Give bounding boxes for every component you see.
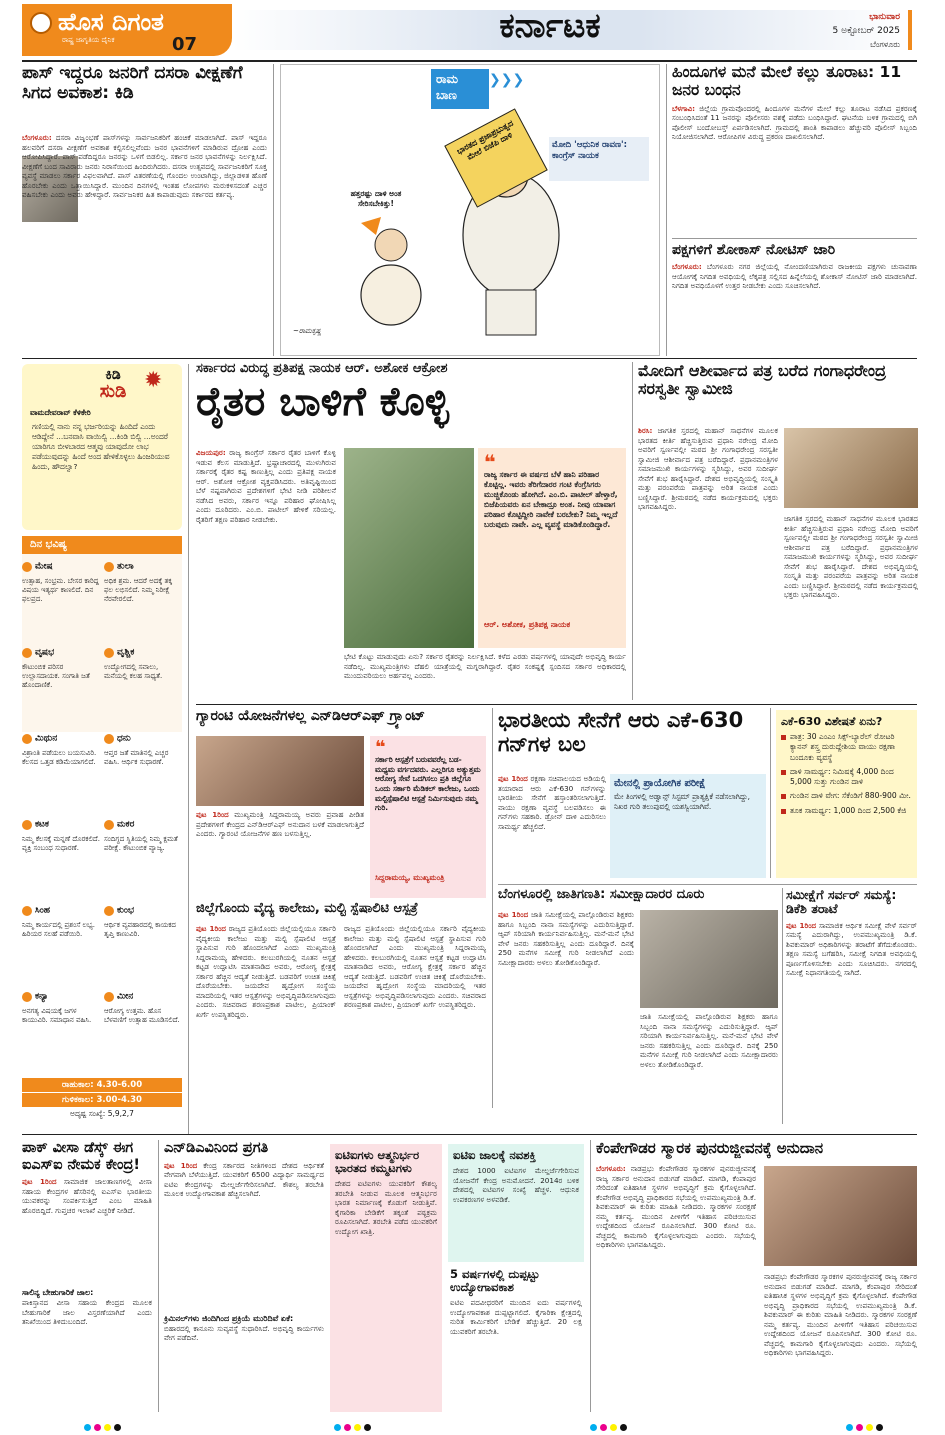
spec-item (781, 767, 912, 788)
ak630-spec-box (776, 710, 917, 878)
col-divider (666, 64, 667, 356)
cartoon-speech-bubble (336, 189, 416, 227)
story-server-body (786, 920, 920, 1117)
horoscope-sign (22, 986, 100, 1068)
cartoon-caption (549, 137, 649, 181)
horoscope-sign-name: ಕಟಕ (35, 819, 49, 830)
spec-item-text: ಪಾತ್ರ: 30 ಎಂಎಂ ಸಿಕ್ಸ್-ಬ್ಯಾರೆಲ್ ರೋಟರಿ ಕ್ಯಾನನ್ ಶಸ್ತ್ರ ದುರುದ್ದೇಶಿಯ ವಾಯು ರಕ್ಷಣಾ ಬಂದೂಕು ವ್ಯವಸ್ಥೆ (790, 732, 896, 762)
horoscope-sign-name: ಕನ್ಯಾ (35, 991, 49, 1002)
story-server-headline: ಸಮೀಕ್ಷೆಗೆ ಸರ್ವರ್ ಸಮಸ್ಯೆ: ಡಿಕೆಶಿ ತರಾಟೆ (786, 887, 897, 917)
horoscope-sign (22, 814, 100, 896)
zodiac-icon (22, 734, 32, 744)
story-dasara-dateline: ಬೆಂಗಳೂರು: (22, 133, 52, 142)
row-divider (672, 238, 917, 239)
story-jobs-body: ಐಟಿಐ ಪದವೀಧರರಿಗೆ ಮುಂದಿನ ಐದು ವರ್ಷಗಳಲ್ಲಿ ಉದ್ಯೋಗಾವಕಾಶ ದುಪ್ಪಟ್ಟಾಗಲಿದೆ. ಕೈಗಾರಿಕಾ ಕ್ಷೇತ್ರದಲ್ಲಿ ನುರಿತ ಕಾರ್ಮಿಕರಿಗೆ ಬೇಡಿಕೆ ಹೆಚ್ಚುತ್ತಿದೆ. 20 ಲಕ್ಷ ಯುವಕರಿಗೆ ತರಬೇತಿ. (450, 1298, 585, 1336)
story-medical-body-cont: ರಾಜ್ಯದ ಪ್ರತಿಯೊಂದು ಜಿಲ್ಲೆಯಲ್ಲಿಯೂ ಸರ್ಕಾರಿ ವೈದ್ಯಕೀಯ ಕಾಲೇಜು ಮತ್ತು ಮಲ್ಟಿ ಸ್ಪೆಷಾಲಿಟಿ ಆಸ್ಪತ್ರೆ ಸ್ಥಾಪಿಸುವ ಗುರಿ ಹೊಂದಲಾಗಿದೆ ಎಂದು ಮುಖ್ಯಮಂತ್ರಿ ಸಿದ್ದರಾಮಯ್ಯ ಹೇಳಿದರು. ಕಲಬುರಗಿಯಲ್ಲಿ ನೂತನ ಆಸ್ಪತ್ರೆ ಕಟ್ಟಡ ಉದ್ಘಾಟಿಸಿ ಮಾತನಾಡಿದ ಅವರು, ಆರೋಗ್ಯ ಕ್ಷೇತ್ರಕ್ಕೆ ಸರ್ಕಾರ ಹೆಚ್ಚಿನ ಆದ್ಯತೆ ನೀಡುತ್ತಿದೆ. ಬಡವರಿಗೆ ಉಚಿತ ಚಿಕಿತ್ಸೆ ದೊರೆಯಬೇಕು. ಜಯದೇವ ಹೃದ್ರೋಗ ಸಂಸ್ಥೆಯ ಮಾದರಿಯಲ್ಲಿ ಇತರ ಆಸ್ಪತ್ರೆಗಳನ್ನು ಅಭಿವೃದ್ಧಿಪಡಿಸಲಾಗುವುದು ಎಂದರು. ಸಚಿವರಾದ ಶರಣಪ್ರಕಾಶ ಪಾಟೀಲ, ಪ್ರಿಯಾಂಕ್ ಖರ್ಗೆ ಉಪಸ್ಥಿತರಿದ್ದರು. (344, 924, 489, 1009)
cartoon-small-head (375, 229, 407, 261)
lead-body-right: ಭೇಟಿ ಕೊಟ್ಟು ಮಾಡುವುದು ಏನು? ಸರ್ಕಾರ ರೈತರನ್ನು ನಿರ್ಲಕ್ಷಿಸಿದೆ. ಕಳೆದ ಎರಡು ವರ್ಷಗಳಲ್ಲಿ ಯಾವುದೇ ಅಭಿವೃದ್ಧಿ ಕಾರ್ಯ ನಡೆದಿಲ್ಲ. ಮುಖ್ಯಮಂತ್ರಿಗಳು ದೆಹಲಿ ಯಾತ್ರೆಯಲ್ಲಿ ಮಗ್ನರಾಗಿದ್ದಾರೆ. ರೈತರ ಸಂಕಷ್ಟಕ್ಕೆ ಸ್ಪಂದಿಸದ ಸರ್ಕಾರ ಅಧಿಕಾರದಲ್ಲಿ ಮುಂದುವರಿಯಲು ಅರ್ಹವಲ್ಲ ಎಂದರು. (344, 652, 629, 680)
horoscope-sign-text: ಆಪ್ತರ ಜತೆ ಮಾತಿನಲ್ಲಿ ಎಚ್ಚರ ವಹಿಸಿ. ಆರ್ಥಿಕ ಸುಧಾರಣೆ. (104, 749, 169, 767)
bullet-icon (781, 735, 786, 740)
cartoon-tag-line2: ಬಾಣ (436, 87, 457, 102)
logo-emblem-icon (30, 12, 52, 34)
col-divider (158, 1140, 159, 1412)
story-server-text: ಸಾಮಾಜಿಕ ಆರ್ಥಿಕ ಸಮೀಕ್ಷೆ ವೇಳೆ ಸರ್ವರ್ ಸಮಸ್ಯೆ ಎದುರಾಗಿದ್ದು, ಉಪಮುಖ್ಯಮಂತ್ರಿ ಡಿ.ಕೆ. ಶಿವಕುಮಾರ್ ಅಧಿಕಾರಿಗಳನ್ನು ತರಾಟೆಗೆ ತೆಗೆದುಕೊಂಡರು. ತಕ್ಷಣ ಸಮಸ್ಯೆ ಬಗೆಹರಿಸಿ, ಸಮೀಕ್ಷೆ ನಿಗದಿತ ಅವಧಿಯಲ್ಲಿ ಪೂರ್ಣಗೊಳಿಸಬೇಕು ಎಂದು ಸೂಚಿಸಿದರು. ನಗರದಲ್ಲಿ ಸಮೀಕ್ಷೆ ನಿಧಾನಗತಿಯಲ್ಲಿ ಸಾಗಿದೆ. (786, 920, 920, 978)
cartoon-arrow-icon: ❯❯❯ (489, 72, 525, 88)
masthead (0, 0, 945, 58)
story-ak630-trial-box (610, 774, 766, 878)
story-server-dateline: ಪುಟ 1ರಿಂದ (786, 920, 817, 930)
story-swamiji-dateline: ಶಿರಸಿ: (638, 426, 653, 435)
story-swamiji (638, 361, 921, 700)
zodiac-icon (22, 906, 32, 916)
story-nda-headline: ಎನ್‌ಡಿಎವಿನಿಂದ ಪ್ರಗತಿ (164, 1140, 269, 1156)
horoscope-sign (22, 556, 100, 638)
lead-quote-box (478, 448, 626, 648)
horoscope-sign-name: ಧನು (117, 733, 131, 744)
horoscope-sign-name: ಮಕರ (117, 819, 135, 830)
story-iti-network (448, 1144, 584, 1262)
story-showcause-body (672, 262, 920, 350)
quote-icon: ❝ (375, 737, 386, 758)
spec-item (781, 791, 912, 801)
lead-kicker: ಸರ್ಕಾರದ ವಿರುದ್ಧ ಪ್ರತಿಪಕ್ಷ ನಾಯಕ ಆರ್. ಅಶೋಕ ಆಕ್ರೋಶ (196, 361, 448, 376)
zodiac-icon (22, 820, 32, 830)
story-kempegowda-headline: ಕೆಂಪೇಗೌಡರ ಸ್ಮಾರಕ ಪುನರುಜ್ಜೀವನಕ್ಕೆ ಅನುದಾನ (596, 1139, 824, 1157)
horoscope-sign-text: ನಿಮ್ಮ ಕಾರ್ಯದಲ್ಲಿ ಪ್ರಶಂಸೆ ಲಭ್ಯ. ಹಿರಿಯರ ಸಲಹೆ ಪಡೆಯಿರಿ. (22, 921, 95, 939)
row-divider (498, 884, 917, 885)
story-visa-body (22, 1177, 155, 1285)
col-divider (492, 708, 493, 1108)
spec-item-text: ದಾಳಿ ಸಾಮರ್ಥ್ಯ: ನಿಮಿಷಕ್ಕೆ 4,000 ದಿಂದ 5,000 ಸುತ್ತು ಗುಂಡಿನ ದಾಳಿ (790, 766, 894, 786)
horoscope-sign (22, 900, 100, 982)
story-server-problem (786, 887, 920, 1124)
horoscope-sign-name: ಮಿಥುನ (35, 733, 58, 744)
lead-body-left-text: ರಾಜ್ಯ ಕಾಂಗ್ರೆಸ್ ಸರ್ಕಾರ ರೈತರ ಬಾಳಿಗೆ ಕೊಳ್ಳಿ ಇಡುವ ಕೆಲಸ ಮಾಡುತ್ತಿದೆ. ಭ್ರಷ್ಟಾಚಾರದಲ್ಲಿ ಮುಳುಗಿರುವ ಸರ್ಕಾರಕ್ಕೆ ರೈತರ ಕಷ್ಟ ಕಾಣುತ್ತಿಲ್ಲ ಎಂದು ಪ್ರತಿಪಕ್ಷ ನಾಯಕ ಆರ್. ಅಶೋಕ ಆಕ್ರೋಶ ವ್ಯಕ್ತಪಡಿಸಿದರು. ಅತಿವೃಷ್ಟಿಯಿಂದ ಬೆಳೆ ನಷ್ಟವಾಗಿರುವ ಪ್ರದೇಶಗಳಿಗೆ ಭೇಟಿ ನೀಡಿ ಪರಿಶೀಲನೆ ನಡೆಸಿದ ಅವರು, ಸರ್ಕಾರ ಇನ್ನೂ ಪರಿಹಾರ ಘೋಷಿಸಿಲ್ಲ ಎಂದು ದೂರಿದರು. ಎಂ.ಬಿ. ಪಾಟೀಲ್ ಹೇಳಿಕೆ ಸರಿಯಲ್ಲ. ರೈತರಿಗೆ ತಕ್ಷಣ ಪರಿಹಾರ ನೀಡಬೇಕು. (196, 448, 339, 524)
horoscope-sign (104, 642, 182, 724)
story-kempegowda-dateline: ಬೆಂಗಳೂರು: (596, 1164, 626, 1173)
cartoon-figure-left (361, 265, 421, 325)
col-divider (590, 1140, 591, 1412)
story-ak630-dateline: ಪುಟ 1ರಿಂದ (498, 774, 528, 783)
lead-photo (344, 448, 474, 648)
story-census-text: ಜಾತಿ ಸಮೀಕ್ಷೆಯಲ್ಲಿ ಪಾಲ್ಗೊಂಡಿರುವ ಶಿಕ್ಷಕರು ಹಾಗೂ ಸಿಬ್ಬಂದಿ ನಾನಾ ಸಮಸ್ಯೆಗಳನ್ನು ಎದುರಿಸುತ್ತಿದ್ದಾರೆ. ಆ್ಯಪ್ ಸರಿಯಾಗಿ ಕಾರ್ಯನಿರ್ವಹಿಸುತ್ತಿಲ್ಲ. ಮನೆ-ಮನೆ ಭೇಟಿ ವೇಳೆ ಜನರು ಸಹಕರಿಸುತ್ತಿಲ್ಲ ಎಂದು ದೂರಿದ್ದಾರೆ. ದಿನಕ್ಕೆ 250 ಮನೆಗಳ ಸಮೀಕ್ಷೆ ಗುರಿ ನೀಡಲಾಗಿದೆ ಎಂದು ಸಮೀಕ್ಷಾದಾರರು ಅಳಲು ತೋಡಿಕೊಂಡಿದ್ದಾರೆ. (498, 910, 637, 967)
story-medical-dateline: ಪುಟ 1ರಿಂದ (196, 924, 227, 933)
story-ndrf-text: ಮುಖ್ಯಮಂತ್ರಿ ಸಿದ್ದರಾಮಯ್ಯ ಅವರು ಪ್ರವಾಹ ಪೀಡಿತ ಪ್ರದೇಶಗಳಿಗೆ ಕೇಂದ್ರದ ಎನ್‌ಡಿಆರ್‌ಎಫ್ ಅನುದಾನ ಬಳಕೆ ಮಾಡಲಾಗುತ್ತಿದೆ ಎಂದರು. ಗ್ಯಾರಂಟಿ ಯೋಜನೆಗಳ ಹಣ ಬಳಸುತ್ತಿಲ್ಲ. (196, 810, 367, 838)
spec-item (781, 732, 912, 763)
story-showcause-headline: ಪಕ್ಷಗಳಿಗೆ ಶೋಕಾಸ್ ನೋಟಿಸ್ ಜಾರಿ (672, 242, 836, 258)
page-number: 07 (172, 34, 198, 55)
story-stone-text: ಜಿಲ್ಲೆಯ ಗ್ರಾಮವೊಂದರಲ್ಲಿ ಹಿಂದೂಗಳ ಮನೆಗಳ ಮೇಲೆ ಕಲ್ಲು ತೂರಾಟ ನಡೆಸಿದ ಪ್ರಕರಣಕ್ಕೆ ಸಂಬಂಧಿಸಿದಂತೆ 11 ಜನರನ್ನು ಪೊಲೀಸರು ವಶಕ್ಕೆ ಪಡೆದು ಬಂಧಿಸಿದ್ದಾರೆ. ಘಟನೆಯ ಬಳಿಕ ಗ್ರಾಮದಲ್ಲಿ ಬಿಗಿ ಪೊಲೀಸ್ ಬಂದೋಬಸ್ತ್ ಏರ್ಪಡಿಸಲಾಗಿದೆ. ಗ್ರಾಮದಲ್ಲಿ ಶಾಂತಿ ಕಾಪಾಡಲು ಹೆಚ್ಚುವರಿ ಪೊಲೀಸ್ ಸಿಬ್ಬಂದಿ ನಿಯೋಜಿಸಲಾಗಿದೆ. ಆರೋಪಿಗಳ ವಿರುದ್ಧ ಪ್ರಕರಣ ದಾಖಲಿಸಲಾಗಿದೆ. (672, 103, 920, 142)
horoscope-sign-name: ಮೇಷ (35, 561, 53, 572)
kidi-title-line1: ಕಿಡಿ (105, 367, 121, 383)
story-jobs-headline: 5 ವರ್ಷಗಳಲ್ಲಿ ದುಪ್ಪಟ್ಟು ಉದ್ಯೋಗಾವಕಾಶ (450, 1267, 540, 1295)
horoscope-sign-name: ವೃಷಭ (35, 647, 55, 658)
story-kempegowda-photo (764, 1166, 917, 1266)
zodiac-icon (104, 992, 114, 1002)
story-medical-headline: ಜಿಲ್ಲೆಗೊಂದು ವೈದ್ಯ ಕಾಲೇಜು, ಮಲ್ಟಿ ಸ್ಪೆಷಾಲಿಟಿ ಆಸ್ಪತ್ರೆ (196, 901, 418, 916)
registration-marks (846, 1416, 896, 1426)
story-census-photo (640, 910, 778, 1008)
lead-quote-text: ರಾಜ್ಯ ಸರ್ಕಾರ ಈ ವರ್ಷದ ಬೆಳೆ ಹಾನಿ ಪರಿಹಾರ ಕೊಟ್ಟಿಲ್ಲ. ಇವರು ತೆರಿಗೆದಾರರ ಗಂಟಿ ಕೆಂಗ್ರೆಸಿಗರು ಮುಚ್ಚಿಕೊಂಡು ಹೋಗಿದೆ. ಎಂ.ಬಿ. ಪಾಟೀಲ್ ಹೇಳ್ತಾರೆ, ಬಿಜೆಪಿಯವರು ಏನ ಬೇಕಾದ್ರೂ ಅಂತ. ನೀವು ಯಾವಾಗ ಪರಿಹಾರ ಕೊಟ್ಟಿದ್ದೀರಿ ನಾವೇಕೆ ಬರಬೇಕು? ನಿಮ್ಮ ಇಲ್ಲದೆ ಬರುವುದು ನಾವೇ. ಎಲ್ಲ ವ್ಯವಸ್ಥೆ ಮಾಡಿಕೊಂಡಿದ್ದಾರೆ. (484, 470, 618, 530)
spark-icon: ✹ (144, 368, 163, 393)
story-census-dateline: ಪುಟ 1ರಿಂದ (498, 910, 529, 919)
story-nda-progress (164, 1140, 327, 1412)
cartoon-tag (431, 69, 489, 109)
horoscope-sign-text: ಸಂದಿಗ್ಧದ ಸ್ಥಿತಿಯಲ್ಲಿ ನಿಮ್ಮ ಕ್ಷಮತೆ ಪರೀಕ್ಷೆ. ಕೌಟುಂಬಿಕ ವ್ಯಾಜ್ಯ. (104, 835, 178, 853)
cartoon-signature: ~ರಾಮಕೃಷ್ಣ (293, 327, 322, 335)
horoscope-sign-text: ವಿಶ್ರಾಂತಿ ಪಡೆಯಲು ಬಯಸುವಿರಿ. ಕೆಲಸದ ಒತ್ತಡ ಕಡಿಮೆಯಾಗಲಿದೆ. (22, 749, 97, 767)
spec-item-text: ಗುಂಡಿನ ದಾಳಿ ವೇಗ: ಸೆಕೆಂಡಿಗೆ 880-900 ಮೀ. (790, 791, 911, 801)
col-divider (632, 362, 633, 700)
trial-box-body: ಮೇ ತಿಂಗಳಲ್ಲಿ ಅಡ್ವಾನ್ಸ್ ಸಿಸ್ಟಮ್ ಪ್ರಾತ್ಯಕ್ಷಿಕೆ ನಡೆಸಲಾಗಿದ್ದು, ನಿಖರ ಗುರಿ ತಲುಪುವಲ್ಲಿ ಯಶಸ್ವಿಯಾಗಿವೆ. (614, 792, 750, 811)
bullet-icon (781, 809, 786, 814)
cartoon-speech-text: ಹತ್ತರಷ್ಟು ದಾಳಿ ಅಂತ ಸೇರಿಸಬೇಕಿತ್ತು! (350, 189, 402, 208)
story-stone-dateline: ಬೆಳಗಾವಿ: (672, 103, 696, 113)
row-rule (22, 358, 917, 359)
story-swamiji-headline: ಮೋದಿಗೆ ಆಶೀರ್ವಾದ ಪತ್ರ ಬರೆದ ಗಂಗಾಧರೇಂದ್ರ ಸರಸ್ವತೀ ಸ್ವಾಮೀಜಿ (638, 361, 887, 399)
story-visa-headline: ಪಾಕ್ ವೀಸಾ ಡೆಸ್ಕ್ ಈಗ ಐಎಸ್‌ಐ ನೇಮಕ ಕೇಂದ್ರ! (22, 1140, 141, 1173)
story-ndrf-body (196, 810, 367, 898)
horoscope-sign (104, 900, 182, 982)
story-nda-sub-body: ಬಿಹಾರದಲ್ಲಿ ಕಾನೂನು ಸುವ್ಯವಸ್ಥೆ ಸುಧಾರಿಸಿದೆ. ಅಭಿವೃದ್ಧಿ ಕಾರ್ಯಗಳು ವೇಗ ಪಡೆದಿವೆ. (164, 1323, 327, 1343)
zodiac-icon (22, 562, 32, 572)
story-nda-text: ಕೇಂದ್ರ ಸರ್ಕಾರದ ನೀತಿಗಳಿಂದ ದೇಶದ ಆರ್ಥಿಕತೆ ವೇಗವಾಗಿ ಬೆಳೆಯುತ್ತಿದೆ. ಯುವಕರಿಗೆ 6500 ವಿದ್ಯಾರ್ಥಿ ಸಾಮರ್ಥ್ಯದ ಐಟಿಐ ಕೇಂದ್ರಗಳನ್ನು ಮೇಲ್ದರ್ಜೆಗೇರಿಸಲಾಗಿದೆ. ಕೌಶಲ್ಯ ತರಬೇತಿ ಮೂಲಕ ಉದ್ಯೋಗಾವಕಾಶ ಹೆಚ್ಚಿಸಲಾಗಿದೆ. (164, 1160, 327, 1199)
story-dasara-body (22, 114, 270, 354)
registration-marks (84, 1416, 134, 1426)
story-ndrf-photo (196, 736, 364, 806)
story-iti-network-body: ದೇಶದ 1000 ಐಟಿಐಗಳ ಮೇಲ್ದರ್ಜೆಗೇರಿಸುವ ಯೋಜನೆಗೆ ಕೇಂದ್ರ ಅನುಮೋದನೆ. 2014ರ ಬಳಿಕ ದೇಶದಲ್ಲಿ ಐಟಿಐಗಳ ಸಂಖ್ಯೆ ಹೆಚ್ಚಳ. ಆಧುನಿಕ ಉಪಕರಣಗಳ ಅಳವಡಿಕೆ. (453, 1166, 582, 1204)
story-census-headline: ಬೆಂಗಳೂರಲ್ಲಿ ಜಾತಿಗಣತಿ: ಸಮೀಕ್ಷಾದಾರರ ದೂರು (498, 887, 705, 902)
story-caste-census (498, 887, 781, 1124)
kidi-sudi-body: ಗಣಿಯಲ್ಲಿ ನಾನು ನನ್ನ ಭರ್ಜರಿಯನ್ನು ಹಿಂದಿದೆ ಎಂದು ಆಡಿದ್ದೇನೆ ...ಬನವಾಸಿ ವಾಯಿಲ್ವಿ ...ಕಿಂಡಿ ಬಿಲ್ವಿ ...ಅಂದರೆ ಯಾರಿಗೂ ಬೀಳಬಾರದ ಆತ್ಮವು ಯಾವುದೋ ಲಾಭ ಪಡೆಯುವುದನ್ನು ಹಿಂದೆ ಅಂದ ಹೇಳಿಕೊಳ್ಳಲು ಹಿಂಜರಿಯುವ ಹಿಂದು, ಹೌದಲ್ವಾ? (32, 422, 170, 471)
horoscope-grid (22, 556, 182, 1076)
story-ndrf-dateline: ಪುಟ 1ರಿಂದ (196, 810, 229, 819)
bullet-icon (781, 794, 786, 799)
cartoon-placard-text: ಭಾರತದ ಪ್ರಜಾಪ್ರಭುತ್ವದ ಮೇಲೆ ಬಿಜೆಪಿ ದಾಳಿ (455, 118, 515, 163)
date-day: ಭಾನುವಾರ (869, 12, 900, 22)
story-ak630-body (498, 774, 609, 880)
gulikakala: ಗುಳಿಕಕಾಲ: 3.00-4.30 (22, 1093, 182, 1107)
story-stone-body (672, 103, 920, 228)
masthead-accent-bar (908, 10, 912, 50)
story-iti-network-headline: ಐಟಿಐ ಜಾಲಕ್ಕೆ ನವಶಕ್ತಿ (453, 1148, 536, 1162)
story-ndrf-quote-author: ಸಿದ್ದರಾಮಯ್ಯ, ಮುಖ್ಯಮಂತ್ರಿ (375, 873, 445, 882)
horoscope-sign (104, 986, 182, 1068)
story-pak-visa (22, 1140, 155, 1412)
story-showcause-text: ಬೆಂಗಳೂರು ನಗರ ಜಿಲ್ಲೆಯಲ್ಲಿ ನೋಂದಣಿಯಾಗಿರುವ ರಾಜಕೀಯ ಪಕ್ಷಗಳು ಚುನಾವಣಾ ಆಯೋಗಕ್ಕೆ ನಿಗದಿತ ಅವಧಿಯಲ್ಲಿ ಲೆಕ್ಕಪತ್ರ ಸಲ್ಲಿಸದ ಹಿನ್ನೆಲೆಯಲ್ಲಿ ಶೋಕಾಸ್ ನೋಟಿಸ್ ಜಾರಿ ಮಾಡಲಾಗಿದೆ. ನಿಗದಿತ ಅವಧಿಯೊಳಗೆ ಉತ್ತರ ನೀಡಬೇಕು ಎಂದು ಸೂಚಿಸಲಾಗಿದೆ. (672, 262, 920, 291)
registration-marks (334, 1416, 384, 1426)
kidi-title-line2: ಸುಡಿ (99, 380, 127, 402)
horoscope-sign (22, 728, 100, 810)
lead-story (196, 361, 629, 700)
horoscope-sign-name: ಮೀನ (117, 991, 134, 1002)
horoscope-sign-text: ಅಧಿಕ ಶ್ರಮ. ಆದರೆ ಅದಕ್ಕೆ ತಕ್ಕ ಫಲ ಲಭಿಸಲಿದೆ. ನಿಮ್ಮ ನಿರೀಕ್ಷೆ ನೆರವೇರಲಿದೆ. (104, 577, 173, 604)
kidi-sudi-author: ವಾಮದೇವರಾವ್ ಕೆಳಿಕೇರಿ (30, 408, 91, 417)
logo-text: ಹೊಸ ದಿಗಂತ (58, 8, 164, 36)
lead-dateline: ವಿಜಯಪುರ: (196, 448, 226, 457)
zodiac-icon (22, 648, 32, 658)
zodiac-icon (104, 820, 114, 830)
horoscope-sign-name: ಸಿಂಹ (35, 905, 51, 916)
story-iti-headline: ಐಟಿಐಗಳು ಆತ್ಮನಿರ್ಭರ ಭಾರತದ ಕಮ್ಮಟಗಳು (335, 1148, 420, 1176)
story-kempegowda-text: ನಾಡಪ್ರಭು ಕೆಂಪೇಗೌಡರ ಸ್ಮಾರಕಗಳ ಪುನರುಜ್ಜೀವನಕ್ಕೆ ರಾಜ್ಯ ಸರ್ಕಾರ ಅನುದಾನ ಬಿಡುಗಡೆ ಮಾಡಿದೆ. ಮಾಗಡಿ, ಕೆಂಪಾಪುರ ಸೇರಿದಂತೆ ಐತಿಹಾಸಿಕ ಸ್ಥಳಗಳ ಅಭಿವೃದ್ಧಿಗೆ ಕ್ರಮ ಕೈಗೊಳ್ಳಲಾಗಿದೆ. ಕೆಂಪೇಗೌಡ ಅಭಿವೃದ್ಧಿ ಪ್ರಾಧಿಕಾರದ ಸಭೆಯಲ್ಲಿ ಉಪಮುಖ್ಯಮಂತ್ರಿ ಡಿ.ಕೆ. ಶಿವಕುಮಾರ್ ಈ ಕುರಿತು ಮಾಹಿತಿ ನೀಡಿದರು. ಸ್ಮಾರಕಗಳ ಸಂರಕ್ಷಣೆ ನಮ್ಮ ಕರ್ತವ್ಯ. ಮುಂದಿನ ಪೀಳಿಗೆಗೆ ಇತಿಹಾಸ ಪರಿಚಯಿಸುವ ಉದ್ದೇಶದಿಂದ ಯೋಜನೆ ರೂಪಿಸಲಾಗಿದೆ. 300 ಕೋಟಿ ರೂ. ವೆಚ್ಚದಲ್ಲಿ ಕಾಮಗಾರಿ ಕೈಗೊಳ್ಳಲಾಗುವುದು ಎಂದರು. ಸಭೆಯಲ್ಲಿ ಅಧಿಕಾರಿಗಳು ಭಾಗವಹಿಸಿದ್ದರು. (596, 1164, 759, 1249)
logo-tagline: ರಾಷ್ಟ್ರ ಜಾಗೃತಿಯ ದೈನಿಕ (62, 36, 115, 44)
story-ndrf-quote-box (370, 736, 486, 898)
horoscope-sign-name: ಕುಂಭ (117, 905, 135, 916)
story-jobs-double (448, 1266, 584, 1412)
spec-list (781, 732, 912, 816)
horoscope-sign-name: ವೃಶ್ಚಿಕ (117, 647, 135, 658)
story-nda-body (164, 1160, 327, 1311)
horoscope-sign (104, 814, 182, 896)
story-medical-body (196, 924, 339, 1128)
trial-box-title: ಮೇನಲ್ಲಿ ಪ್ರಾಯೋಗಿಕ ಪರೀಕ್ಷೆ (614, 778, 706, 789)
story-stone-pelting (672, 63, 920, 234)
quote-icon: ❝ (484, 450, 496, 474)
horoscope-sign-text: ಉದ್ಯೋಗದಲ್ಲಿ ಸವಾಲು, ಮನೆಯಲ್ಲಿ ಕಲಹ ಸಾಧ್ಯತೆ. (104, 663, 163, 681)
story-swamiji-body (638, 426, 781, 698)
col-divider (188, 364, 189, 1134)
story-swamiji-body-cont: ಜಾಗತಿಕ ಸ್ತರದಲ್ಲಿ ಮಹಾನ್ ಸಾಧನೆಗಳ ಮೂಲಕ ಭಾರತದ ಕೀರ್ತಿ ಹೆಚ್ಚಿಸುತ್ತಿರುವ ಪ್ರಧಾನಿ ನರೇಂದ್ರ ಮೋದಿ ಅವರಿಗೆ ಸ್ವರ್ಣವಲ್ಲೀ ಮಠದ ಶ್ರೀ ಗಂಗಾಧರೇಂದ್ರ ಸರಸ್ವತೀ ಸ್ವಾಮೀಜಿ ಆಶೀರ್ವಾದ ಪತ್ರ ಬರೆದಿದ್ದಾರೆ. ಪ್ರಧಾನಮಂತ್ರಿಗಳ ಸಮಾಜಮುಖಿ ಕಾರ್ಯಗಳನ್ನು ಸ್ಮರಿಸಿದ್ದು, ಅವರ ಸುದೀರ್ಘ ಸೇವೆಗೆ ಶುಭ ಹಾರೈಸಿದ್ದಾರೆ. ದೇಶದ ಅಭಿವೃದ್ಧಿಯಲ್ಲಿ ಸಂಸ್ಕೃತಿ ಮತ್ತು ಪರಂಪರೆಯ ಪಾತ್ರವನ್ನು ಅರಿತ ನಾಯಕ ಎಂದು ಬಣ್ಣಿಸಿದ್ದಾರೆ. ಶ್ರೀಮಠದಲ್ಲಿ ನಡೆದ ಕಾರ್ಯಕ್ರಮದಲ್ಲಿ ಭಕ್ತರು ಭಾಗವಹಿಸಿದ್ದರು. (784, 514, 921, 599)
date: 5 ಅಕ್ಟೋಬರ್ 2025 (832, 26, 900, 36)
kidi-sudi-box (22, 364, 182, 530)
story-iti-body: ದೇಶದ ಐಟಿಐಗಳು ಯುವಕರಿಗೆ ಕೌಶಲ್ಯ ತರಬೇತಿ ನೀಡುವ ಮೂಲಕ ಆತ್ಮನಿರ್ಭರ ಭಾರತ ನಿರ್ಮಾಣಕ್ಕೆ ಕೊಡುಗೆ ನೀಡುತ್ತಿವೆ. ಕೈಗಾರಿಕಾ ಬೇಡಿಕೆಗೆ ತಕ್ಕಂತೆ ಪಠ್ಯಕ್ರಮ ರೂಪಿಸಲಾಗಿದೆ. ತರಬೇತಿ ಪಡೆದ ಯುವಕರಿಗೆ ಉದ್ಯೋಗ ಖಾತ್ರಿ. (335, 1179, 440, 1236)
story-showcause-dateline: ಬೆಂಗಳೂರು: (672, 262, 702, 272)
story-ndrf-quote: ಸರ್ಕಾರಿ ಆಸ್ಪತ್ರೆಗೆ ಬರುವವರೆಲ್ಲ ಬಡ-ಮಧ್ಯಮ ವರ್ಗದವರು. ಎಲ್ಲರಿಗೂ ಅತ್ಯುತ್ತಮ ಆರೋಗ್ಯ ಸೇವೆ ಒದಗಿಸಲು ಪ್ರತಿ ಜಿಲ್ಲೆಗೂ ಒಂದು ಸರ್ಕಾರಿ ಮೆಡಿಕಲ್ ಕಾಲೇಜು, ಒಂದು ಮಲ್ಟಿಸ್ಪೆಷಾಲಿಟಿ ಆಸ್ಪತ್ರೆ ನಿರ್ಮಿಸುವುದು ನಮ್ಮ ಗುರಿ. (375, 755, 481, 813)
horoscope-title: ದಿನ ಭವಿಷ್ಯ (22, 536, 182, 554)
spec-item (781, 806, 912, 816)
story-dasara-text: ದಸರಾ ವಿಜೃಂಭಣೆ ಪಾಸ್‌ಗಳನ್ನು ಸಾರ್ವಜನಿಕರಿಗೆ ಹಂಚಿಕೆ ಮಾಡಲಾಗಿದೆ. ಪಾಸ್ ಇದ್ದರೂ ಹಲವರಿಗೆ ದಸರಾ ವೀಕ್ಷಣೆಗೆ ಅವಕಾಶ ಕಲ್ಪಿಸಲಿಲ್ಲವೆಂದು ಜನರ ಭಾವನೆಗಳಿಗೆ ಮಾಡಿರುವ ದ್ರೋಹ ಎಂದು ಆರೋಪಿಸಿದ್ದಾರೆ. ಪಾಸ್ ಪಡೆದಿದ್ದರೂ ಜನರನ್ನು ಒಳಗೆ ಬಿಡಲಿಲ್ಲ. ಸರ್ಕಾರ ಜನರ ಭಾವನೆಗಳನ್ನು ನಿರ್ಲಕ್ಷಿಸಿದೆ. ವೀಕ್ಷಣೆಗೆ ಬಂದ ಸಾವಿರಾರು ಜನರು ನಿರಾಸೆಯಿಂದ ಹಿಂದಿರುಗಿದರು. ದಸರಾ ಉತ್ಸವದಲ್ಲಿ ಸಾರ್ವಜನಿಕರಿಗೆ ಸೂಕ್ತ ವ್ಯವಸ್ಥೆ ಮಾಡಲು ಸರ್ಕಾರ ವಿಫಲವಾಗಿದೆ. ಪಾಸ್ ವಿತರಣೆಯಲ್ಲಿ ಗೊಂದಲ ಉಂಟಾಗಿದ್ದು, ಜಿಲ್ಲಾಡಳಿತ ಹೊಣೆ ಹೊರಬೇಕು ಎಂದು ಒತ್ತಾಯಿಸಿದ್ದಾರೆ. ಮುಂದಿನ ದಿನಗಳಲ್ಲಿ ಇಂತಹ ಲೋಪಗಳು ಮರುಕಳಿಸದಂತೆ ಎಚ್ಚರ ವಹಿಸಬೇಕು ಎಂದು ಅವರು ಹೇಳಿದ್ದಾರೆ. ಸಾರ್ವಜನಿಕರ ಹಿತ ಕಾಪಾಡುವುದು ಸರ್ಕಾರದ ಕರ್ತವ್ಯ. (22, 133, 270, 199)
spec-box-title: ಎಕೆ-630 ವಿಶೇಷತೆ ಏನು? (781, 715, 883, 728)
zodiac-icon (104, 648, 114, 658)
row-rule (196, 704, 917, 705)
story-visa-text: ಸಾಮಾಜಿಕ ಜಾಲತಾಣಗಳಲ್ಲಿ ವೀಸಾ ಸಹಾಯ ಕೇಂದ್ರಗಳ ಹೆಸರಿನಲ್ಲಿ ಐಎಸ್‌ಐ ಭಾರತೀಯ ಯುವಕರನ್ನು ಸಂಪರ್ಕಿಸುತ್ತಿದೆ ಎಂಬ ಮಾಹಿತಿ ಹೊರಬಿದ್ದಿದೆ. ಗುಪ್ತಚರ ಇಲಾಖೆ ಎಚ್ಚರಿಕೆ ನೀಡಿದೆ. (22, 1177, 155, 1215)
story-medical-text: ರಾಜ್ಯದ ಪ್ರತಿಯೊಂದು ಜಿಲ್ಲೆಯಲ್ಲಿಯೂ ಸರ್ಕಾರಿ ವೈದ್ಯಕೀಯ ಕಾಲೇಜು ಮತ್ತು ಮಲ್ಟಿ ಸ್ಪೆಷಾಲಿಟಿ ಆಸ್ಪತ್ರೆ ಸ್ಥಾಪಿಸುವ ಗುರಿ ಹೊಂದಲಾಗಿದೆ ಎಂದು ಮುಖ್ಯಮಂತ್ರಿ ಸಿದ್ದರಾಮಯ್ಯ ಹೇಳಿದರು. ಕಲಬುರಗಿಯಲ್ಲಿ ನೂತನ ಆಸ್ಪತ್ರೆ ಕಟ್ಟಡ ಉದ್ಘಾಟಿಸಿ ಮಾತನಾಡಿದ ಅವರು, ಆರೋಗ್ಯ ಕ್ಷೇತ್ರಕ್ಕೆ ಸರ್ಕಾರ ಹೆಚ್ಚಿನ ಆದ್ಯತೆ ನೀಡುತ್ತಿದೆ. ಬಡವರಿಗೆ ಉಚಿತ ಚಿಕಿತ್ಸೆ ದೊರೆಯಬೇಕು. ಜಯದೇವ ಹೃದ್ರೋಗ ಸಂಸ್ಥೆಯ ಮಾದರಿಯಲ್ಲಿ ಇತರ ಆಸ್ಪತ್ರೆಗಳನ್ನು ಅಭಿವೃದ್ಧಿಪಡಿಸಲಾಗುವುದು ಎಂದರು. ಸಚಿವರಾದ ಶರಣಪ್ರಕಾಶ ಪಾಟೀಲ, ಪ್ರಿಯಾಂಕ್ ಖರ್ಗೆ ಉಪಸ್ಥಿತರಿದ್ದರು. (196, 924, 339, 1019)
col-divider (273, 64, 274, 356)
horoscope-sign-text: ಆರೋಗ್ಯ ಉತ್ತಮ. ಹೊಸ ಬೆಳವಣಿಗೆ ಉತ್ಸಾಹ ಮೂಡಿಸಲಿದೆ. (104, 1007, 180, 1025)
story-showcause (672, 242, 920, 356)
horoscope-sign-text: ಆರ್ಥಿಕ ವ್ಯವಹಾರದಲ್ಲಿ ಕಾಯಕದ ತೃಪ್ತಿ ಕಾಣುವಿರಿ. (104, 921, 176, 939)
horoscope-sign (22, 642, 100, 724)
lead-quote-author: ಆರ್. ಅಶೋಕ, ಪ್ರತಿಪಕ್ಷ ನಾಯಕ (484, 620, 571, 629)
story-visa-sub: ಸಾಲಿನ್ಯ ಬೇಹುಗಾರಿಕೆ ಜಾಲ: (22, 1288, 94, 1298)
col-divider (782, 888, 783, 1124)
section-title: ಕರ್ನಾಟಕ (499, 6, 601, 46)
story-nda-sub: ಕ್ರಿಮಿನಲ್‌ಗಳು ಜಿಂದಿಗಿಂದ ಪ್ರಕ್ರಿಯೆ ಮುರಿದಿವೆ ಏಕೆ: (164, 1313, 294, 1323)
story-iti-atmanirbhar (330, 1144, 442, 1412)
horoscope-sign-text: ಕೌಟುಂಬಿಕ ಪರಿಸರ ಉಲ್ಲಾಸದಾಯಕ. ಸಂಗಾತಿ ಜತೆ ಹೊಂದಾಣಿಕೆ. (22, 663, 90, 690)
lead-body-left (196, 448, 339, 648)
row-rule (22, 1134, 917, 1135)
story-census-body (498, 910, 637, 1122)
story-census-body-cont: ಜಾತಿ ಸಮೀಕ್ಷೆಯಲ್ಲಿ ಪಾಲ್ಗೊಂಡಿರುವ ಶಿಕ್ಷಕರು ಹಾಗೂ ಸಿಬ್ಬಂದಿ ನಾನಾ ಸಮಸ್ಯೆಗಳನ್ನು ಎದುರಿಸುತ್ತಿದ್ದಾರೆ. ಆ್ಯಪ್ ಸರಿಯಾಗಿ ಕಾರ್ಯನಿರ್ವಹಿಸುತ್ತಿಲ್ಲ. ಮನೆ-ಮನೆ ಭೇಟಿ ವೇಳೆ ಜನರು ಸಹಕರಿಸುತ್ತಿಲ್ಲ ಎಂದು ದೂರಿದ್ದಾರೆ. ದಿನಕ್ಕೆ 250 ಮನೆಗಳ ಸಮೀಕ್ಷೆ ಗುರಿ ನೀಡಲಾಗಿದೆ ಎಂದು ಸಮೀಕ್ಷಾದಾರರು ಅಳಲು ತೋಡಿಕೊಂಡಿದ್ದಾರೆ. (640, 1012, 781, 1069)
zodiac-icon (104, 734, 114, 744)
zodiac-icon (104, 906, 114, 916)
zodiac-icon (22, 992, 32, 1002)
lead-headline: ರೈತರ ಬಾಳಿಗೆ ಕೊಳ್ಳಿ (196, 378, 450, 425)
cartoon-caption-text: ಮೋದಿ 'ಆಧುನಿಕ ರಾವಣ': ಕಾಂಗ್ರೆಸ್ ನಾಯಕ (552, 140, 628, 162)
story-ak630-text: ರಕ್ಷಣಾ ಸಚಿವಾಲಯದ ಅಡಿಯಲ್ಲಿ ತಯಾರಾದ ಆರು ಎಕೆ-630 ಗನ್‌ಗಳನ್ನು ಭಾರತೀಯ ಸೇನೆಗೆ ಹಸ್ತಾಂತರಿಸಲಾಗುತ್ತಿದೆ. ವಾಯು ರಕ್ಷಣಾ ವ್ಯವಸ್ಥೆ ಬಲಪಡಿಸಲು ಈ ಗನ್‌ಗಳು ಸಹಕಾರಿ. ಡ್ರೋನ್ ದಾಳಿ ಎದುರಿಸಲು ಸಾಮರ್ಥ್ಯ ಹೆಚ್ಚಲಿದೆ. (498, 774, 609, 831)
cartoon (280, 64, 660, 356)
horoscope-sign-name: ತುಲಾ (117, 561, 134, 572)
story-kempegowda (596, 1139, 920, 1412)
story-kempegowda-body (596, 1164, 759, 1412)
story-ak630 (498, 708, 766, 880)
story-visa-dateline: ಪುಟ 1ರಿಂದ (22, 1177, 57, 1187)
story-swamiji-text: ಜಾಗತಿಕ ಸ್ತರದಲ್ಲಿ ಮಹಾನ್ ಸಾಧನೆಗಳ ಮೂಲಕ ಭಾರತದ ಕೀರ್ತಿ ಹೆಚ್ಚಿಸುತ್ತಿರುವ ಪ್ರಧಾನಿ ನರೇಂದ್ರ ಮೋದಿ ಅವರಿಗೆ ಸ್ವರ್ಣವಲ್ಲೀ ಮಠದ ಶ್ರೀ ಗಂಗಾಧರೇಂದ್ರ ಸರಸ್ವತೀ ಸ್ವಾಮೀಜಿ ಆಶೀರ್ವಾದ ಪತ್ರ ಬರೆದಿದ್ದಾರೆ. ಪ್ರಧಾನಮಂತ್ರಿಗಳ ಸಮಾಜಮುಖಿ ಕಾರ್ಯಗಳನ್ನು ಸ್ಮರಿಸಿದ್ದು, ಅವರ ಸುದೀರ್ಘ ಸೇವೆಗೆ ಶುಭ ಹಾರೈಸಿದ್ದಾರೆ. ದೇಶದ ಅಭಿವೃದ್ಧಿಯಲ್ಲಿ ಸಂಸ್ಕೃತಿ ಮತ್ತು ಪರಂಪರೆಯ ಪಾತ್ರವನ್ನು ಅರಿತ ನಾಯಕ ಎಂದು ಬಣ್ಣಿಸಿದ್ದಾರೆ. ಶ್ರೀಮಠದಲ್ಲಿ ನಡೆದ ಕಾರ್ಯಕ್ರಮದಲ್ಲಿ ಭಕ್ತರು ಭಾಗವಹಿಸಿದ್ದರು. (638, 426, 781, 511)
story-nda-dateline: ಪುಟ 1ರಿಂದ (164, 1160, 198, 1170)
registration-marks (590, 1416, 640, 1426)
bullet-icon (781, 770, 786, 775)
story-ndrf-headline: ಗ್ಯಾರಂಟಿ ಯೋಜನೆಗಳಲ್ಲ ಎನ್‌ಡಿಆರ್‌ಎಫ್ ಗ್ರ್ಯಾಂಟ್ (196, 708, 426, 724)
horoscope-sign (104, 728, 182, 810)
story-kempegowda-body-cont: ನಾಡಪ್ರಭು ಕೆಂಪೇಗೌಡರ ಸ್ಮಾರಕಗಳ ಪುನರುಜ್ಜೀವನಕ್ಕೆ ರಾಜ್ಯ ಸರ್ಕಾರ ಅನುದಾನ ಬಿಡುಗಡೆ ಮಾಡಿದೆ. ಮಾಗಡಿ, ಕೆಂಪಾಪುರ ಸೇರಿದಂತೆ ಐತಿಹಾಸಿಕ ಸ್ಥಳಗಳ ಅಭಿವೃದ್ಧಿಗೆ ಕ್ರಮ ಕೈಗೊಳ್ಳಲಾಗಿದೆ. ಕೆಂಪೇಗೌಡ ಅಭಿವೃದ್ಧಿ ಪ್ರಾಧಿಕಾರದ ಸಭೆಯಲ್ಲಿ ಉಪಮುಖ್ಯಮಂತ್ರಿ ಡಿ.ಕೆ. ಶಿವಕುಮಾರ್ ಈ ಕುರಿತು ಮಾಹಿತಿ ನೀಡಿದರು. ಸ್ಮಾರಕಗಳ ಸಂರಕ್ಷಣೆ ನಮ್ಮ ಕರ್ತವ್ಯ. ಮುಂದಿನ ಪೀಳಿಗೆಗೆ ಇತಿಹಾಸ ಪರಿಚಯಿಸುವ ಉದ್ದೇಶದಿಂದ ಯೋಜನೆ ರೂಪಿಸಲಾಗಿದೆ. 300 ಕೋಟಿ ರೂ. ವೆಚ್ಚದಲ್ಲಿ ಕಾಮಗಾರಿ ಕೈಗೊಳ್ಳಲಾಗುವುದು ಎಂದರು. ಸಭೆಯಲ್ಲಿ ಅಧಿಕಾರಿಗಳು ಭಾಗವಹಿಸಿದ್ದರು. (764, 1272, 920, 1357)
story-dasara-headline: ಪಾಸ್ ಇದ್ದರೂ ಜನರಿಗೆ ದಸರಾ ವೀಕ್ಷಣೆಗೆ ಸಿಗದ ಅವಕಾಶ: ಕಿಡಿ (22, 63, 243, 103)
masthead-rule (22, 60, 917, 62)
story-dasara-pass (22, 63, 270, 356)
spec-item-text: ತೂಕ ಸಾಮರ್ಥ್ಯ: 1,000 ದಿಂದ 2,500 ಕೆಜಿ (790, 805, 907, 815)
horoscope-sign-text: ನಿಮ್ಮ ಕೆಲಸಕ್ಕೆ ಮನ್ನಣೆ ದೊರಕಲಿದೆ. ವ್ಯಕ್ತಿ ಸಂಬಂಧ ಸುಧಾರಣೆ. (22, 835, 100, 853)
cartoon-legs (486, 290, 536, 335)
story-ndrf (196, 708, 486, 898)
zodiac-icon (104, 562, 114, 572)
horoscope-timings (22, 1078, 182, 1122)
horoscope-sign-text: ಅನಗತ್ಯ ವಿಷಯಕ್ಕೆ ಜಗಳ ಕಾಯುವಿರಿ. ಸಮಾಧಾನ ವಹಿಸಿ. (22, 1007, 92, 1025)
col-divider (770, 708, 771, 878)
lucky-number: ಅದೃಷ್ಟ ಸಂಖ್ಯೆ: 5,9,2,7 (70, 1109, 134, 1118)
story-stone-headline: ಹಿಂದೂಗಳ ಮನೆ ಮೇಲೆ ಕಲ್ಲು ತೂರಾಟ: 11 ಜನರ ಬಂಧನ (672, 63, 902, 99)
date-city: ಬೆಂಗಳೂರು (870, 40, 900, 49)
story-medical-college (196, 901, 489, 1130)
story-dasara-body-text (22, 133, 270, 200)
rahukala: ರಾಹುಕಾಲ: 4.30-6.00 (22, 1078, 182, 1092)
horoscope-sign (104, 556, 182, 638)
cartoon-tag-line1: ರಾಮ (436, 72, 458, 86)
logo-block (22, 4, 232, 56)
horoscope-sign-text: ಉತ್ಸಾಹ, ಸಂಭ್ರಮ. ಬೇಸರ ಕಾರಿದ್ದ ವಿಷಯ ಇತ್ಯರ್ಥ ಕಾಣಲಿದೆ. ದಿನ ಫಲಪ್ರದ. (22, 577, 99, 604)
story-visa-sub-body: ಪಾಕಿಸ್ತಾನದ ವೀಸಾ ಸಹಾಯ ಕೇಂದ್ರದ ಮೂಲಕ ಬೇಹುಗಾರಿಕೆ ಜಾಲ ವಿಸ್ತರಣೆಯಾಗಿದೆ ಎಂದು ತನಿಖೆಯಿಂದ ತಿಳಿದುಬಂದಿದೆ. (22, 1298, 155, 1327)
story-ak630-headline: ಭಾರತೀಯ ಸೇನೆಗೆ ಆರು ಎಕೆ-630 ಗನ್‌ಗಳ ಬಲ (498, 708, 744, 757)
story-swamiji-photo (784, 428, 918, 508)
